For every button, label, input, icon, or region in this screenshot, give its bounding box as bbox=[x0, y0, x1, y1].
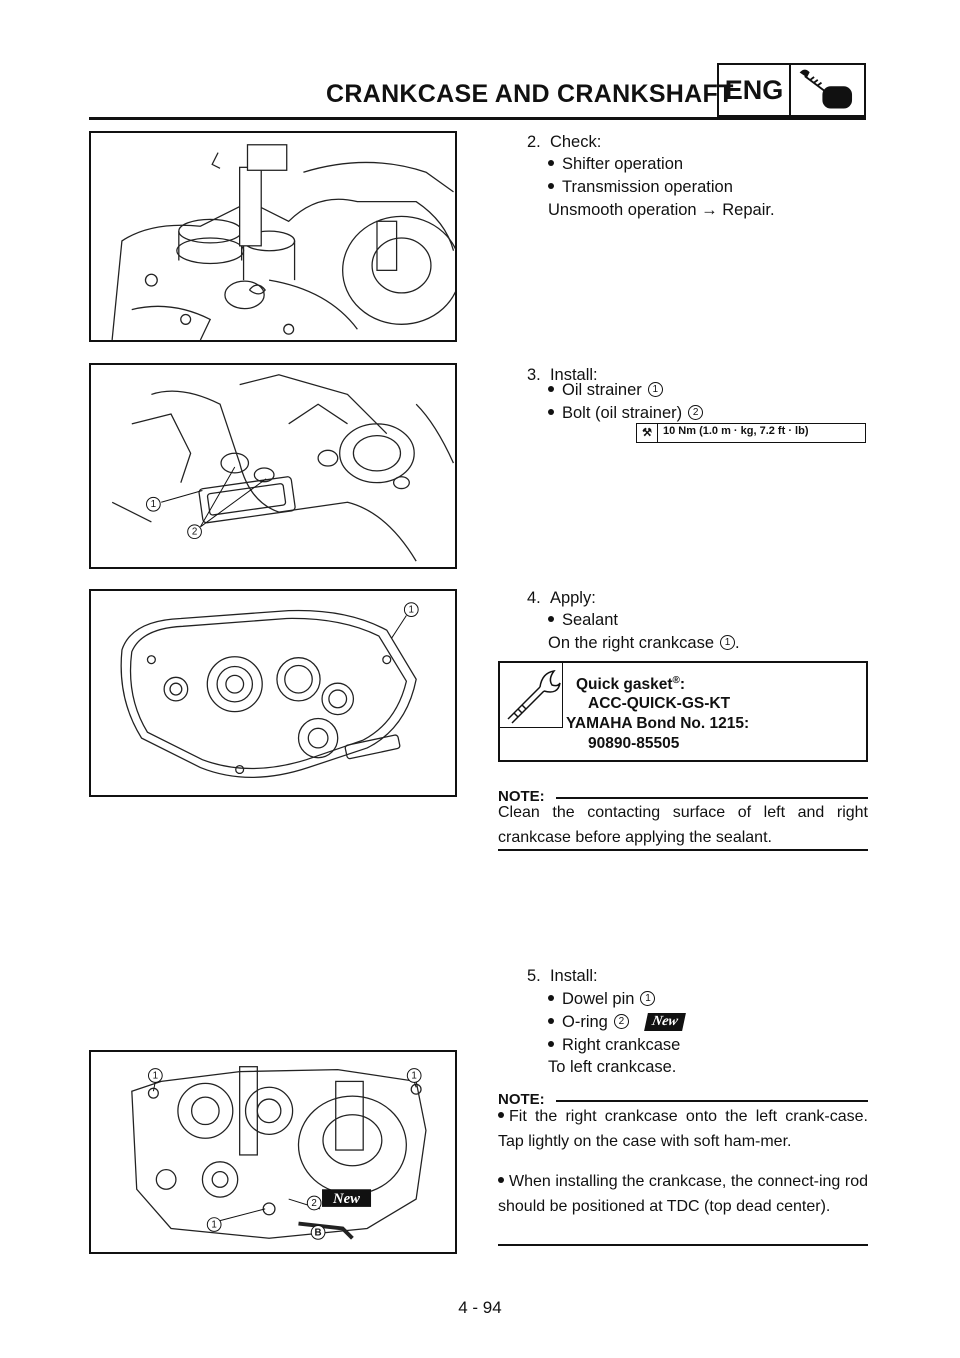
callout-1: 1 bbox=[640, 991, 655, 1006]
note-end-rule bbox=[498, 1244, 868, 1246]
new-badge: New bbox=[644, 1013, 685, 1031]
note-label: NOTE: bbox=[498, 788, 545, 805]
callout-1: 1 bbox=[408, 604, 415, 616]
step-sub: Unsmooth operation → Repair. bbox=[548, 201, 775, 219]
step-action: Install: bbox=[549, 366, 598, 384]
bullet-icon bbox=[498, 1112, 504, 1118]
page-number: 4 - 94 bbox=[458, 1298, 502, 1317]
sealant-tool-icon bbox=[500, 663, 563, 728]
bullet-text: Shifter operation bbox=[562, 155, 684, 173]
step-number: 3. bbox=[527, 366, 541, 384]
note-item bbox=[498, 1104, 868, 1154]
figure-sealant bbox=[89, 589, 457, 797]
figure-transmission bbox=[89, 131, 457, 342]
torque-wrench-icon: ⚒ bbox=[637, 424, 658, 442]
bullet-text: Dowel pin bbox=[562, 990, 635, 1008]
step-sub: To left crankcase. bbox=[548, 1058, 677, 1076]
note-rule bbox=[556, 797, 868, 799]
step-number: 5. bbox=[527, 967, 541, 985]
sealant-part-number: ACC-QUICK-GS-KT bbox=[588, 695, 731, 712]
callout-1: 1 bbox=[150, 499, 157, 511]
bullet-icon bbox=[548, 1018, 554, 1024]
bullet-text: O-ring bbox=[562, 1013, 608, 1031]
step-sub: On the right crankcase bbox=[548, 634, 714, 652]
bullet-icon bbox=[548, 386, 554, 392]
figure-oil-strainer bbox=[89, 363, 457, 569]
bullet-icon bbox=[548, 1041, 554, 1047]
note-rule bbox=[556, 1100, 868, 1102]
bullet-text: Sealant bbox=[562, 611, 618, 629]
step-number: 4. bbox=[527, 589, 541, 607]
bullet-icon bbox=[548, 995, 554, 1001]
new-badge: New bbox=[333, 1190, 360, 1207]
callout-2: 2 bbox=[311, 1197, 317, 1209]
callout-1-bottom: 1 bbox=[211, 1219, 217, 1231]
step-action: Install: bbox=[549, 967, 598, 985]
section-tag: ENG bbox=[717, 63, 791, 117]
bond-part-number: 90890-85505 bbox=[588, 735, 680, 752]
callout-2: 2 bbox=[688, 405, 703, 420]
period: . bbox=[735, 634, 740, 652]
step-number: 2. bbox=[527, 133, 541, 151]
torque-value: 10 Nm (1.0 m · kg, 7.2 ft · lb) bbox=[663, 425, 809, 437]
note-item-text: When installing the crankcase, the connect-ing rod should be positioned at TDC (top dead center). bbox=[498, 1173, 868, 1215]
callout-2: 2 bbox=[614, 1014, 629, 1029]
registered-mark: ® bbox=[672, 675, 680, 686]
bullet-icon bbox=[548, 616, 554, 622]
colon: : bbox=[679, 676, 686, 694]
sealant-box bbox=[498, 661, 868, 762]
page-title: CRANKCASE AND CRANKSHAFT bbox=[326, 80, 734, 108]
torque-spec bbox=[636, 423, 866, 443]
bullet-icon bbox=[548, 409, 554, 415]
bullet-text: Right crankcase bbox=[562, 1036, 681, 1054]
bullet-icon bbox=[548, 183, 554, 189]
note-item bbox=[498, 1169, 868, 1219]
callout-1: 1 bbox=[720, 635, 735, 650]
bullet-icon bbox=[548, 160, 554, 166]
engine-wrench-icon bbox=[789, 63, 866, 117]
step-action: Check: bbox=[549, 133, 602, 151]
callout-1-left: 1 bbox=[152, 1070, 159, 1082]
callout-1: 1 bbox=[648, 382, 663, 397]
note-end-rule bbox=[498, 849, 868, 851]
sealant-name: Quick gasket bbox=[576, 676, 673, 694]
bullet-text: Transmission operation bbox=[562, 178, 733, 196]
tool-label: B bbox=[314, 1227, 322, 1239]
bullet-text: Bolt (oil strainer) bbox=[562, 404, 683, 422]
callout-2: 2 bbox=[191, 526, 198, 538]
step-action: Apply: bbox=[549, 589, 596, 607]
callout-1-right: 1 bbox=[411, 1070, 417, 1082]
note-item-text: Fit the right crankcase onto the left crank-case. Tap lightly on the case with soft ham-mer. bbox=[498, 1108, 868, 1150]
note-label: NOTE: bbox=[498, 1091, 545, 1108]
header-rule bbox=[89, 117, 866, 120]
bullet-text: Oil strainer bbox=[562, 381, 642, 399]
note-text: Clean the contacting surface of left and right crankcase before applying the sealant. bbox=[498, 804, 868, 846]
bond-name: YAMAHA Bond No. 1215: bbox=[566, 715, 750, 732]
bullet-icon bbox=[498, 1177, 504, 1183]
figure-crankcase bbox=[89, 1050, 457, 1254]
